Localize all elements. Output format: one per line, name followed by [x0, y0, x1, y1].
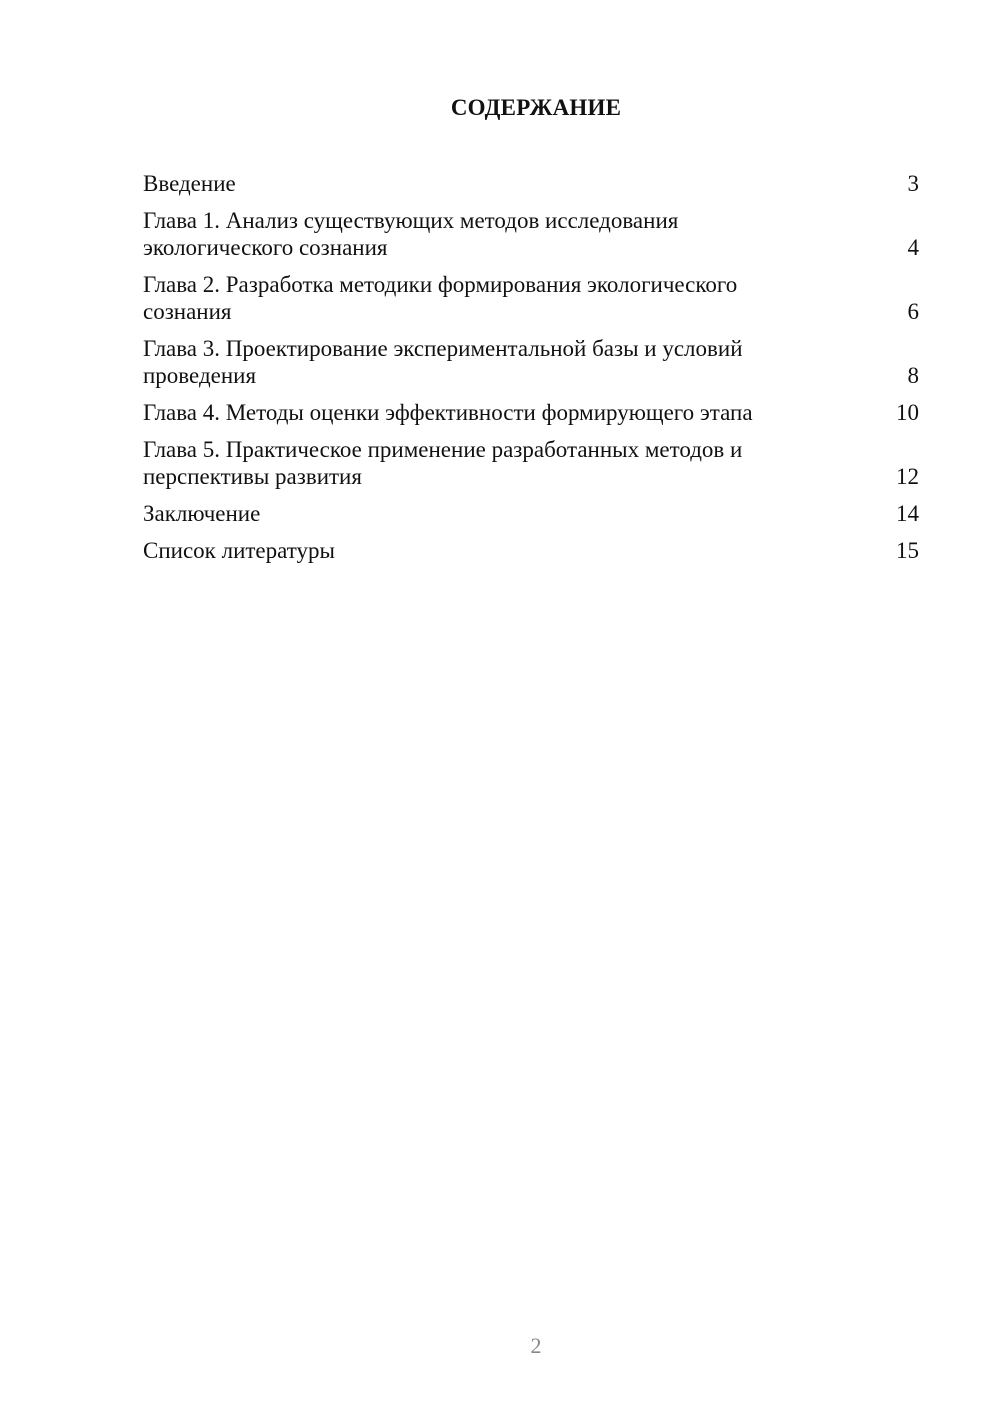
toc-entry-page: 8: [907, 363, 919, 388]
toc-entry-text: Глава 4. Методы оценки эффективности формирующего этапа: [143, 400, 753, 425]
toc-entry-chapter-3[interactable]: [143, 335, 919, 389]
toc-entry-page: 4: [907, 235, 919, 260]
toc-entry-text: Список литературы: [143, 538, 335, 563]
toc-entry-page: 15: [896, 538, 919, 563]
toc-entry-page: 14: [896, 501, 919, 526]
toc-entry-chapter-5[interactable]: [143, 436, 919, 490]
toc-entry-text: Введение: [143, 171, 236, 196]
toc-title: СОДЕРЖАНИЕ: [450, 95, 622, 120]
toc-entry-text: Глава 1. Анализ существующих методов исследования экологического сознания: [143, 208, 679, 260]
toc-entry-introduction[interactable]: [143, 170, 919, 197]
toc-entry-page: 6: [907, 299, 919, 324]
toc-entry-chapter-1[interactable]: [143, 207, 919, 261]
toc-entry-chapter-2[interactable]: [143, 271, 919, 325]
toc-entry-text: Глава 3. Проектирование экспериментальной базы и условий проведения: [143, 336, 743, 388]
toc-entry-conclusion[interactable]: [143, 500, 919, 527]
page-number: 2: [530, 1333, 542, 1358]
table-of-contents: [143, 170, 919, 574]
toc-entry-text: Глава 2. Разработка методики формирования экологического сознания: [143, 272, 738, 324]
toc-entry-chapter-4[interactable]: [143, 399, 919, 426]
toc-entry-references[interactable]: [143, 537, 919, 564]
toc-entry-page: 12: [896, 464, 919, 489]
toc-entry-text: Глава 5. Практическое применение разработанных методов и перспективы развития: [143, 437, 743, 489]
toc-entry-page: 10: [896, 400, 919, 425]
toc-entry-page: 3: [907, 171, 919, 196]
toc-entry-text: Заключение: [143, 501, 261, 526]
